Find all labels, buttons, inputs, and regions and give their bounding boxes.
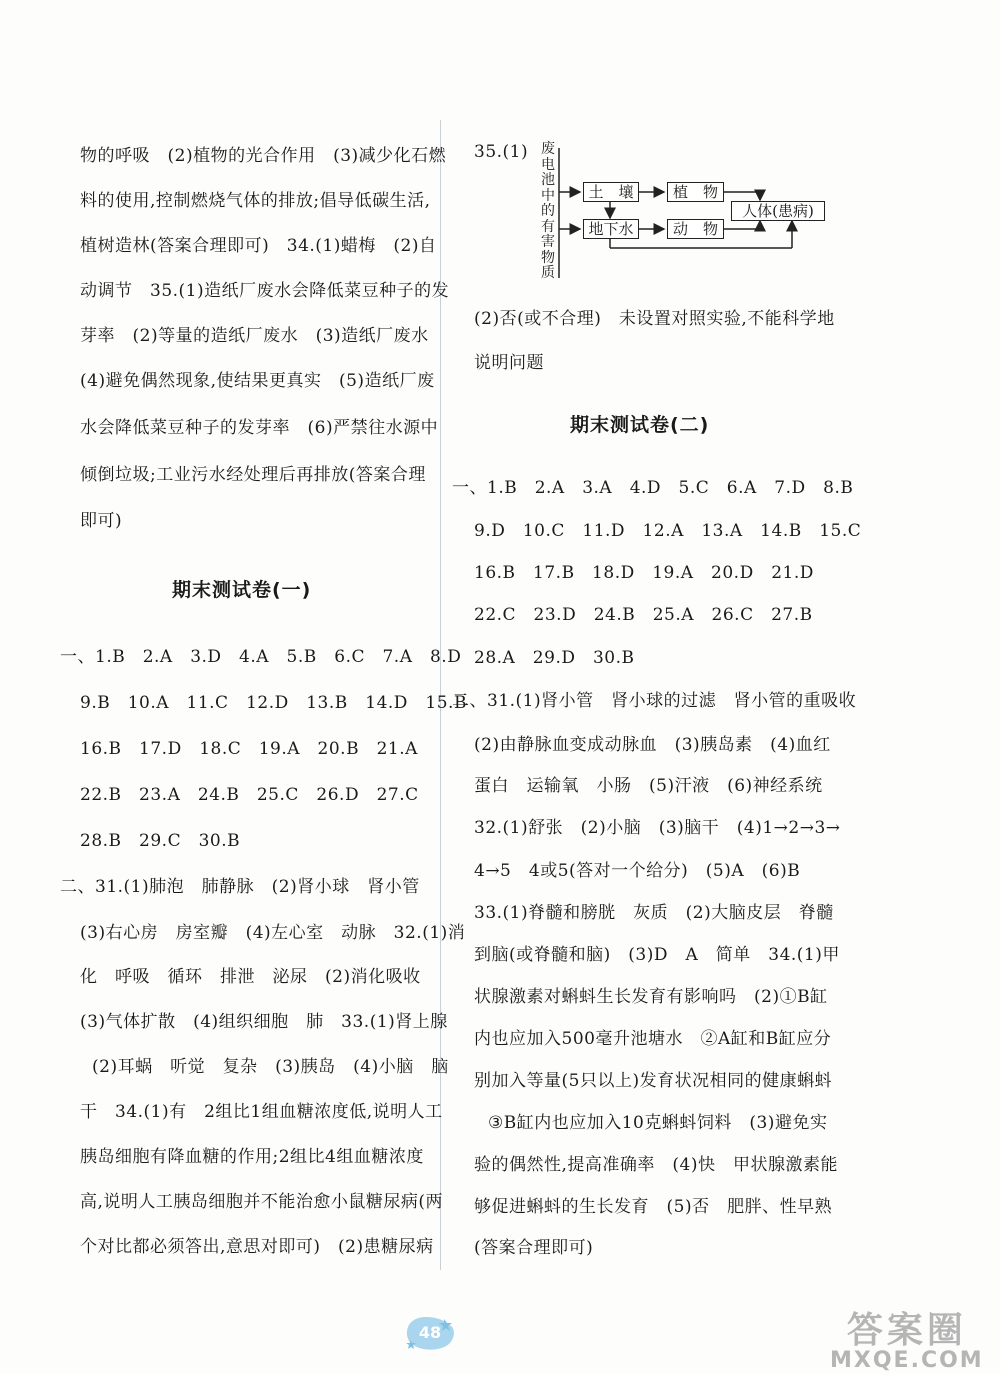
q35-label: 35.(1) [474,142,529,162]
answer-line: (答案合理即可) [474,1238,594,1258]
answer-line: 33.(1)脊髓和膀胱 灰质 (2)大脑皮层 脊髓 [474,903,834,923]
answer-line: 一、1.B 2.A 3.D 4.A 5.B 6.C 7.A 8.D [60,647,462,667]
answer-line: 个对比都必须答出,意思对即可) (2)患糖尿病 [80,1237,434,1257]
exam1-title: 期末测试卷(一) [172,579,312,601]
answer-line: ③B缸内也应加入10克蝌蚪饲料 (3)避免实 [488,1113,828,1133]
answer-line: 蛋白 运输氧 小肠 (5)汗液 (6)神经系统 [474,776,823,796]
text-line: 动调节 35.(1)造纸厂废水会降低菜豆种子的发 [80,281,450,301]
answer-line: 22.C 23.D 24.B 25.A 26.C 27.B [474,605,813,625]
answer-line: 胰岛细胞有降血糖的作用;2组比4组血糖浓度 [80,1147,424,1167]
exam2-title: 期末测试卷(二) [570,414,710,436]
answer-line: 一、1.B 2.A 3.A 4.D 5.C 6.A 7.D 8.B [452,478,854,498]
page-number-badge [404,1316,456,1350]
answer-line: 状腺激素对蝌蚪生长发育有影响吗 (2)①B缸 [474,987,828,1007]
answer-line: (3)右心房 房室瓣 (4)左心室 动脉 32.(1)消 [80,923,466,943]
text-line: (2)否(或不合理) 未设置对照实验,不能科学地 [474,309,835,329]
page-number: 48 [418,1323,442,1342]
human-box: 人体(患病) [731,201,825,221]
answer-line: 别加入等量(5只以上)发育状况相同的健康蝌蚪 [474,1071,833,1091]
flow-arrows [0,0,1000,300]
answer-line: 二、31.(1)肾小管 肾小球的过滤 肾小管的重吸收 [452,691,857,711]
text-line: 即可) [80,511,123,531]
watermark-text-bottom: MXQE.COM [830,1348,984,1373]
answer-line: 16.B 17.D 18.C 19.A 20.B 21.A [80,739,418,759]
answer-line: 4→5 4或5(答对一个给分) (5)A (6)B [474,861,801,881]
text-line: (4)避免偶然现象,使结果更真实 (5)造纸厂废 [80,371,435,391]
diagram-side-label: 废电池中的有害物质 [541,141,555,281]
answer-line: 9.B 10.A 11.C 12.D 13.B 14.D 15.B [80,693,467,713]
answer-line: (3)气体扩散 (4)组织细胞 肺 33.(1)肾上腺 [80,1012,448,1032]
text-line: 料的使用,控制燃烧气体的排放;倡导低碳生活, [80,191,431,211]
animal-box: 动 物 [667,219,724,239]
answer-line: (2)由静脉血变成动脉血 (3)胰岛素 (4)血红 [474,735,831,755]
text-line: 芽率 (2)等量的造纸厂废水 (3)造纸厂废水 [80,326,429,346]
answer-line: 干 34.(1)有 2组比1组血糖浓度低,说明人工 [80,1102,443,1122]
text-line: 物的呼吸 (2)植物的光合作用 (3)减少化石燃 [80,146,447,166]
answer-line: 够促进蝌蚪的生长发育 (5)否 肥胖、性早熟 [474,1197,833,1217]
soil-box: 土 壤 [583,182,639,202]
answer-line: 高,说明人工胰岛细胞并不能治愈小鼠糖尿病(两 [80,1192,444,1212]
answer-line: 22.B 23.A 24.B 25.C 26.D 27.C [80,785,419,805]
answer-line: 二、31.(1)肺泡 肺静脉 (2)肾小球 肾小管 [60,877,420,897]
groundwater-box: 地下水 [583,219,639,239]
answer-line: 到脑(或脊髓和脑) (3)D A 简单 34.(1)甲 [474,945,840,965]
text-line: 倾倒垃圾;工业污水经处理后再排放(答案合理 [80,465,426,485]
watermark-text-top: 答案圈 [846,1310,967,1351]
answer-line: 内也应加入500毫升池塘水 ②A缸和B缸应分 [474,1029,832,1049]
text-line: 水会降低菜豆种子的发芽率 (6)严禁往水源中 [80,418,439,438]
answer-line: 28.B 29.C 30.B [80,831,241,851]
text-line: 植树造林(答案合理即可) 34.(1)蜡梅 (2)自 [80,236,437,256]
watermark [830,1312,984,1372]
answer-line: 验的偶然性,提高准确率 (4)快 甲状腺激素能 [474,1155,838,1175]
answer-line: 28.A 29.D 30.B [474,648,635,668]
answer-line: 32.(1)舒张 (2)小脑 (3)脑干 (4)1→2→3→ [474,818,841,838]
answer-line: 16.B 17.B 18.D 19.A 20.D 21.D [474,563,814,583]
answer-line: 9.D 10.C 11.D 12.A 13.A 14.B 15.C [474,521,862,541]
text-line: 说明问题 [474,353,544,373]
answer-line: (2)耳蜗 听觉 复杂 (3)胰岛 (4)小脑 脑 [92,1057,449,1077]
plant-box: 植 物 [667,182,724,202]
answer-line: 化 呼吸 循环 排泄 泌尿 (2)消化吸收 [80,967,421,987]
